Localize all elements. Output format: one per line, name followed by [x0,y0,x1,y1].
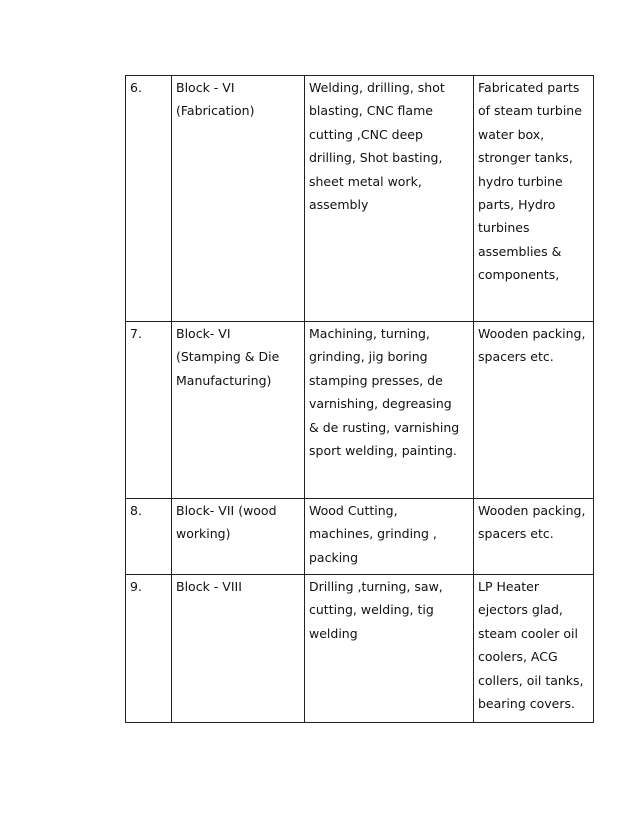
product-cell [474,76,594,322]
product-line: stronger tanks, [478,150,573,166]
process-line: stamping presses, de [309,372,443,388]
product-line: water box, [478,126,545,142]
block-line: (Fabrication) [176,103,255,119]
process-cell [305,322,474,499]
process-line: cutting ,CNC deep [309,126,423,142]
product-line: ejectors glad, [478,602,563,618]
block-line: Block- VI [176,326,231,341]
process-line: sport welding, painting. [309,443,457,459]
product-line: collers, oil tanks, [478,672,584,688]
process-line: sheet metal work, [309,173,422,189]
product-cell [474,499,594,575]
process-line: blasting, CNC flame [309,103,433,119]
product-line: turbines [478,220,530,236]
process-cell [305,575,474,723]
block-line: (Stamping & Die [176,349,280,365]
product-line: Fabricated parts [478,80,580,95]
product-line: steam cooler oil [478,625,578,641]
product-line: LP Heater [478,579,539,594]
table-row [126,322,594,499]
product-line: Wooden packing, [478,326,586,341]
block-line: working) [176,526,231,542]
serial-cell: 7. [126,322,172,499]
process-line: machines, grinding , [309,526,437,542]
process-line: assembly [309,197,369,213]
process-line: Welding, drilling, shot [309,80,445,95]
block-line: Block - VIII [176,579,242,594]
product-line: parts, Hydro [478,197,556,213]
product-line: assemblies & [478,243,562,259]
table-row [126,499,594,575]
product-line: spacers etc. [478,349,554,365]
process-table [125,75,594,723]
block-cell [172,76,305,322]
product-line: of steam turbine [478,103,582,119]
product-line: Wooden packing, [478,503,586,518]
process-cell [305,499,474,575]
process-line: Drilling ,turning, saw, [309,579,443,594]
process-line: Machining, turning, [309,326,430,341]
process-line: cutting, welding, tig [309,602,434,618]
serial-cell: 9. [126,575,172,723]
block-line: Block - VI [176,80,235,95]
table-row [126,76,594,322]
serial-cell: 8. [126,499,172,575]
process-line: welding [309,625,358,641]
product-cell [474,322,594,499]
table-row [126,575,594,723]
block-line: Manufacturing) [176,372,272,388]
process-line: packing [309,549,359,565]
serial-cell: 6. [126,76,172,322]
product-line: bearing covers. [478,696,575,712]
block-cell [172,322,305,499]
block-line: Block- VII (wood [176,503,277,518]
process-line: varnishing, degreasing [309,396,452,412]
product-line: hydro turbine [478,173,563,189]
product-cell [474,575,594,723]
process-line: Wood Cutting, [309,503,398,518]
product-line: components, [478,267,560,283]
process-line: drilling, Shot basting, [309,150,443,166]
block-cell [172,575,305,723]
block-cell [172,499,305,575]
process-line: grinding, jig boring [309,349,428,365]
product-line: coolers, ACG [478,649,558,665]
process-cell [305,76,474,322]
product-line: spacers etc. [478,526,554,542]
process-line: & de rusting, varnishing [309,419,460,435]
